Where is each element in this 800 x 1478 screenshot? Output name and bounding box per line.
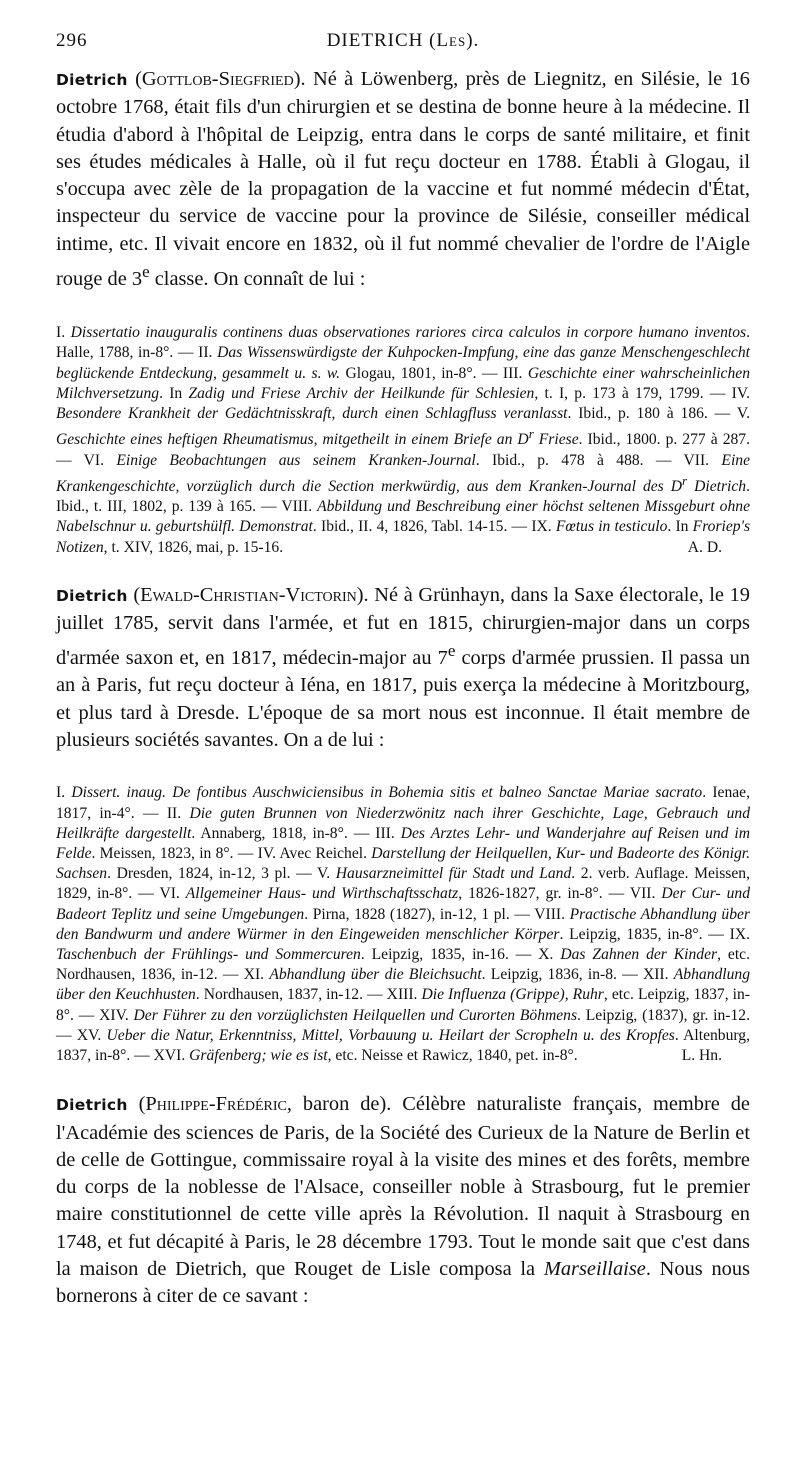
- biblio-title: Ueber die Natur, Erkenntniss, Mittel, Vorbauung u. Heilart der Scropheln u. des Kropfes: [106, 1026, 675, 1044]
- entry-text: baron de). Célèbre naturaliste français, membre de l'Académie des sciences de Paris, de la Société des Curieux de la Nature de Berlin et de celle de Gottingue, commissaire royal à la visite des mines et des forêts, membre du corps de la noblesse de l'Alsace, conseiller noble à Strasbourg, fut le premier maire constitutionnel de cette ville après la Révolution. Il naquit à Strasbourg en 1748, et fut décapité à Paris, le 28 décembre 1793. Tout le monde sait que c'est dans la maison de Dietrich, que Rouget de Lisle composa la: [56, 1093, 750, 1280]
- biblio-title: Abhandlung über den Keuchhusten: [56, 966, 751, 1004]
- entry-superscript: e: [447, 641, 456, 661]
- biblio-title: Dissertatio inauguralis continens duas observationes rariores circa calculos in corpore humano inventos: [70, 324, 747, 342]
- entry-superscript: e: [142, 262, 150, 282]
- biblio-text: I.: [56, 324, 71, 342]
- biblio-text: . Leipzig, (1837), gr. in-12. — XV.: [56, 1006, 750, 1044]
- biblio-text: Glogau, 1801, in-8°. — III.: [340, 364, 528, 382]
- biblio-text: . In: [159, 384, 189, 402]
- biblio-text: . Ibid., p. 478 à 488. — VII.: [475, 451, 722, 469]
- entry-philippe-frederic: [56, 1091, 750, 1310]
- biblio-text: . Ibid., II. 4, 1826, Tabl. 14-15. — IX.: [312, 518, 556, 536]
- biblio-text: I.: [56, 784, 72, 802]
- biblio-title: Geschichte einer wahrscheinlichen Milchversetzung: [56, 364, 750, 402]
- biblio-title: Besondere Krankheit der Gedächtnisskraft, durch einen Schlagfluss veranlasst: [56, 404, 568, 422]
- bibliography-ewald-christian-victorin: [56, 783, 750, 1066]
- entry-text-end: corps d'armée prussien. Il passa un an à Paris, fut reçu docteur à Iéna, en 1817, puis exerça la médecine à Moritzbourg, et plus tard à Dresde. L'époque de sa mort nous est inconnue. Il était membre de plusieurs sociétés savantes. On a de lui :: [56, 647, 750, 752]
- entry-given-names: (Philippe-Frédéric,: [138, 1093, 292, 1116]
- biblio-text: . Ienae, 1817, in-4°. — II.: [56, 784, 750, 822]
- entry-given-names: (Ewald-Christian-Victorin).: [133, 583, 369, 606]
- biblio-title: Zadig und Friese Archiv der Heilkunde für Schlesien: [188, 384, 535, 402]
- biblio-title: Eine Krankengeschichte, vorzüglich durch die Section merkwürdig, aus dem Kranken-Journal des D: [56, 451, 750, 495]
- biblio-text: . In: [667, 518, 693, 536]
- biblio-text: . Altenburg, 1837, in-8°. — XVI.: [56, 1026, 750, 1064]
- running-title-paren: (Les).: [429, 30, 480, 51]
- biblio-text: , etc. Neisse et Rawicz, 1840, pet. in-8°.: [327, 1047, 578, 1064]
- author-signature: A. D.: [687, 538, 722, 556]
- running-head: [56, 30, 750, 60]
- biblio-title: Abbildung und Beschreibung einer höchst seltenen Missgeburt ohne Nabelschnur u. geburtshülfl. Demonstrat: [56, 498, 750, 536]
- biblio-title: Die guten Brunnen von Niederzwönitz nach ihrer Geschichte, Lage, Gebrauch und Heilkräfte dargestellt: [56, 804, 751, 842]
- biblio-text: . Pirna, 1828 (1827), in-12, 1 pl. — VIII.: [304, 905, 570, 923]
- biblio-text: . Annaberg, 1818, in-8°. — III.: [191, 824, 401, 842]
- entry-given-names: (Gottlob-Siegfried).: [135, 68, 306, 90]
- biblio-title: Geschichte eines heftigen Rheumatismus, mitgetheilt in einem Briefe an D: [56, 431, 529, 449]
- biblio-title: Der Cur- und Badeort Teplitz und seine Umgebungen: [56, 885, 750, 923]
- entry-italic-title: Marseillaise: [543, 1257, 646, 1280]
- biblio-title: Darstellung der Heilquellen, Kur- und Badeorte des Königr. Sachsen: [56, 844, 750, 883]
- biblio-title: Einige Beobachtungen aus seinem Kranken-Journal: [116, 451, 476, 469]
- biblio-title: Abhandlung über die Bleichsucht: [269, 966, 482, 984]
- biblio-text: . Leipzig, 1836, in-8. — XII.: [481, 966, 674, 984]
- entry-text-end: classe. On connaît de lui :: [149, 267, 366, 290]
- biblio-text: . Halle, 1788, in-8°. — II.: [56, 324, 750, 362]
- entry-headword: Dietrich: [56, 71, 128, 89]
- running-title-main: DIETRICH: [326, 30, 424, 51]
- biblio-text: , t. XIV, 1826, mai, p. 15-16.: [103, 538, 284, 556]
- entry-text: Né à Grünhayn, dans la Saxe électorale, le 19 juillet 1785, servit dans l'armée, et fut en 1815, chirurgien-major dans un corps d'armée saxon et, en 1817, médecin-major au 7: [56, 583, 750, 670]
- biblio-title: Der Führer zu den vorzüglichsten Heilquellen und Curorten Böhmens: [133, 1006, 578, 1024]
- biblio-title: Das Zahnen der Kinder: [560, 945, 718, 963]
- entry-ewald-christian-victorin: [56, 582, 750, 755]
- biblio-title: Dissert. inaug. De fontibus Auschwiciensibus in Bohemia sitis et balneo Sanctae Mariae sacrato: [71, 784, 703, 802]
- entry-text: Né à Löwenberg, près de Liegnitz, en Silésie, le 16 octobre 1768, était fils d'un chirurgien et se destina de bonne heure à la médecine. Il étudia d'abord à l'hôpital de Leipzig, entra dans le corps de santé militaire, et finit ses études médicales à Halle, où il fut reçu docteur en 1788. Établi à Glogau, il s'occupa avec zèle de la propagation de la vaccine et fut nommé médecin d'État, inspecteur du service de vaccine pour la province de Silésie, conseiller médical intime, etc. Il vivait encore en 1832, où il fut nommé chevalier de l'ordre de l'Aigle rouge de 3: [56, 68, 750, 290]
- entry-gottlob-siegfried: [56, 66, 750, 293]
- biblio-title: Dietrich: [687, 477, 747, 495]
- biblio-title: Froriep's Notizen: [56, 518, 751, 556]
- bibliography-gottlob-siegfried: [56, 323, 750, 558]
- biblio-text: , t. I, p. 173 à 179, 1799. — IV.: [534, 384, 750, 402]
- biblio-text: , 1826-1827, gr. in-8°. — VII.: [458, 885, 662, 903]
- running-title: [56, 30, 750, 52]
- biblio-title: Hausarzneimittel für Stadt und Land: [335, 865, 572, 883]
- entry-headword: Dietrich: [56, 586, 128, 605]
- biblio-title: Des Arztes Lehr- und Wanderjahre auf Reisen und im Felde: [56, 824, 750, 862]
- biblio-title: Fœtus in testiculo: [555, 518, 668, 536]
- biblio-text: . Nordhausen, 1837, in-12. — XIII.: [195, 986, 422, 1004]
- biblio-text: , etc. Nordhausen, 1836, in-12. — XI.: [56, 945, 750, 984]
- biblio-text: . Ibid., t. III, 1802, p. 139 à 165. — VIII.: [56, 477, 750, 516]
- biblio-title: Allgemeiner Haus- und Wirthschaftsschatz: [185, 885, 459, 903]
- biblio-title: Taschenbuch der Frühlings- und Sommercuren: [56, 945, 361, 963]
- page-number: 296: [56, 30, 88, 51]
- entry-headword: Dietrich: [56, 1096, 128, 1115]
- biblio-title: Die Influenza (Grippe), Ruhr: [421, 986, 604, 1004]
- biblio-title: r: [682, 472, 688, 488]
- biblio-text: . Ibid., 1800. p. 277 à 287. — VI.: [56, 431, 750, 469]
- biblio-text: . 2. verb. Auflage. Meissen, 1829, in-8°. — VI.: [56, 865, 750, 903]
- biblio-text: . Meissen, 1823, in 8°. — IV. Avec Reichel.: [91, 844, 372, 862]
- author-signature: L. Hn.: [681, 1047, 722, 1064]
- biblio-text: . Dresden, 1824, in-12, 3 pl. — V.: [107, 865, 336, 883]
- biblio-text: . Leipzig, 1835, in-16. — X.: [360, 945, 561, 963]
- biblio-title: Friese: [533, 431, 579, 449]
- biblio-title: Practische Abhandlung über den Bandwurm und andere Würmer in den Eingeweiden menschlicher Körper: [56, 905, 750, 943]
- biblio-text: . Ibid., p. 180 à 186. — V.: [567, 404, 750, 422]
- biblio-text: , etc. Leipzig, 1837, in-8°. — XIV.: [56, 986, 750, 1024]
- biblio-title: Das Wissenswürdigste der Kuhpocken-Impfung, eine das ganze Menschengeschlecht beglückende Entdeckung, gesammelt u. s. w.: [56, 344, 750, 382]
- biblio-title: Gräfenberg; wie es ist: [189, 1047, 328, 1064]
- biblio-title: r: [528, 426, 534, 442]
- entry-text-end: . Nous nous bornerons à citer de ce savant :: [56, 1257, 750, 1308]
- biblio-text: . Leipzig, 1835, in-8°. — IX.: [559, 925, 750, 943]
